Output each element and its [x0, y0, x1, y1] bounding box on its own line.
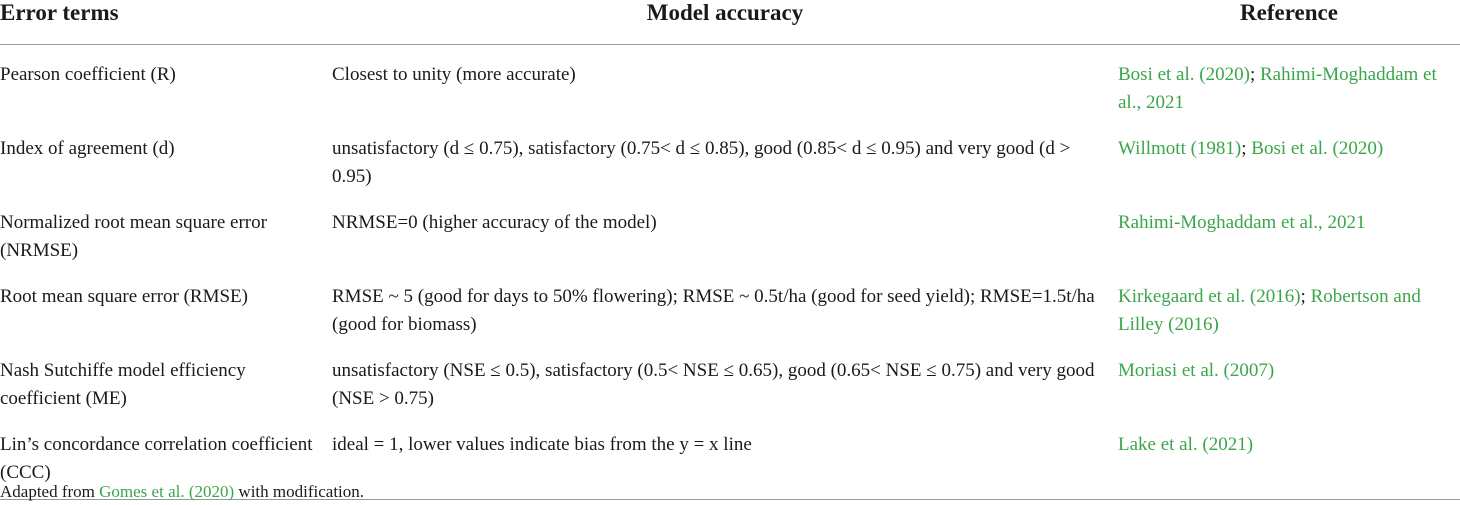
- table-footnote: [0, 480, 364, 504]
- cell-reference: [1118, 413, 1460, 500]
- footnote-reference-link[interactable]: Gomes et al. (2020): [99, 482, 235, 501]
- cell-model-accuracy: unsatisfactory (NSE ≤ 0.5), satisfactory (0.5< NSE ≤ 0.65), good (0.65< NSE ≤ 0.75) and very good (NSE > 0.75): [332, 360, 1095, 409]
- cell-model-accuracy: NRMSE=0 (higher accuracy of the model): [332, 212, 657, 233]
- reference-link[interactable]: Moriasi et al. (2007): [1118, 360, 1275, 381]
- cell-error-term: Nash Sutchiffe model efficiency coefficient (ME): [0, 360, 246, 409]
- header-model-accuracy: Model accuracy: [646, 0, 804, 25]
- reference-link[interactable]: Bosi et al. (2020): [1118, 64, 1250, 85]
- reference-link[interactable]: Bosi et al. (2020): [1251, 138, 1384, 159]
- cell-error-term: Lin’s concordance correlation coefficient (CCC): [0, 434, 313, 483]
- table-row: [0, 339, 1460, 413]
- reference-link[interactable]: Lake et al. (2021): [1118, 434, 1254, 455]
- cell-model-accuracy: RMSE ~ 5 (good for days to 50% flowering); RMSE ~ 0.5t/ha (good for seed yield); RMSE=1.5t/ha (good for biomass): [332, 286, 1095, 335]
- cell-reference: [1118, 191, 1460, 265]
- reference-separator: ;: [1249, 64, 1260, 85]
- footnote-prefix: Adapted from: [0, 482, 100, 501]
- table-row: [0, 265, 1460, 339]
- reference-separator: ;: [1300, 286, 1311, 307]
- cell-error-term: Pearson coefficient (R): [0, 64, 176, 85]
- cell-reference: [1118, 117, 1460, 191]
- reference-link[interactable]: Robertson and Lilley (2016): [1118, 286, 1421, 335]
- footnote-suffix: with modification.: [234, 482, 365, 501]
- cell-error-term: Normalized root mean square error (NRMSE): [0, 212, 267, 261]
- cell-model-accuracy: Closest to unity (more accurate): [332, 64, 576, 85]
- cell-reference: [1118, 45, 1460, 118]
- reference-separator: ;: [1241, 138, 1252, 159]
- cell-error-term: Index of agreement (d): [0, 138, 175, 159]
- cell-error-term: Root mean square error (RMSE): [0, 286, 248, 307]
- header-error-terms: Error terms: [0, 0, 119, 25]
- reference-link[interactable]: Rahimi-Moghaddam et al., 2021: [1118, 212, 1366, 233]
- cell-model-accuracy: unsatisfactory (d ≤ 0.75), satisfactory (0.75< d ≤ 0.85), good (0.85< d ≤ 0.95) and very good (d > 0.95): [332, 138, 1071, 187]
- cell-reference: [1118, 265, 1460, 339]
- cell-model-accuracy: ideal = 1, lower values indicate bias from the y = x line: [332, 434, 752, 455]
- table-body: [0, 45, 1460, 500]
- table-row: [0, 117, 1460, 191]
- header-row: [0, 0, 1460, 45]
- reference-link[interactable]: Kirkegaard et al. (2016): [1118, 286, 1301, 307]
- cell-reference: [1118, 339, 1460, 413]
- reference-link[interactable]: Willmott (1981): [1118, 138, 1242, 159]
- header-reference: Reference: [1240, 0, 1338, 25]
- table-row: [0, 45, 1460, 118]
- table-row: [0, 191, 1460, 265]
- reference-link[interactable]: Rahimi-Moghaddam et al., 2021: [1118, 64, 1437, 113]
